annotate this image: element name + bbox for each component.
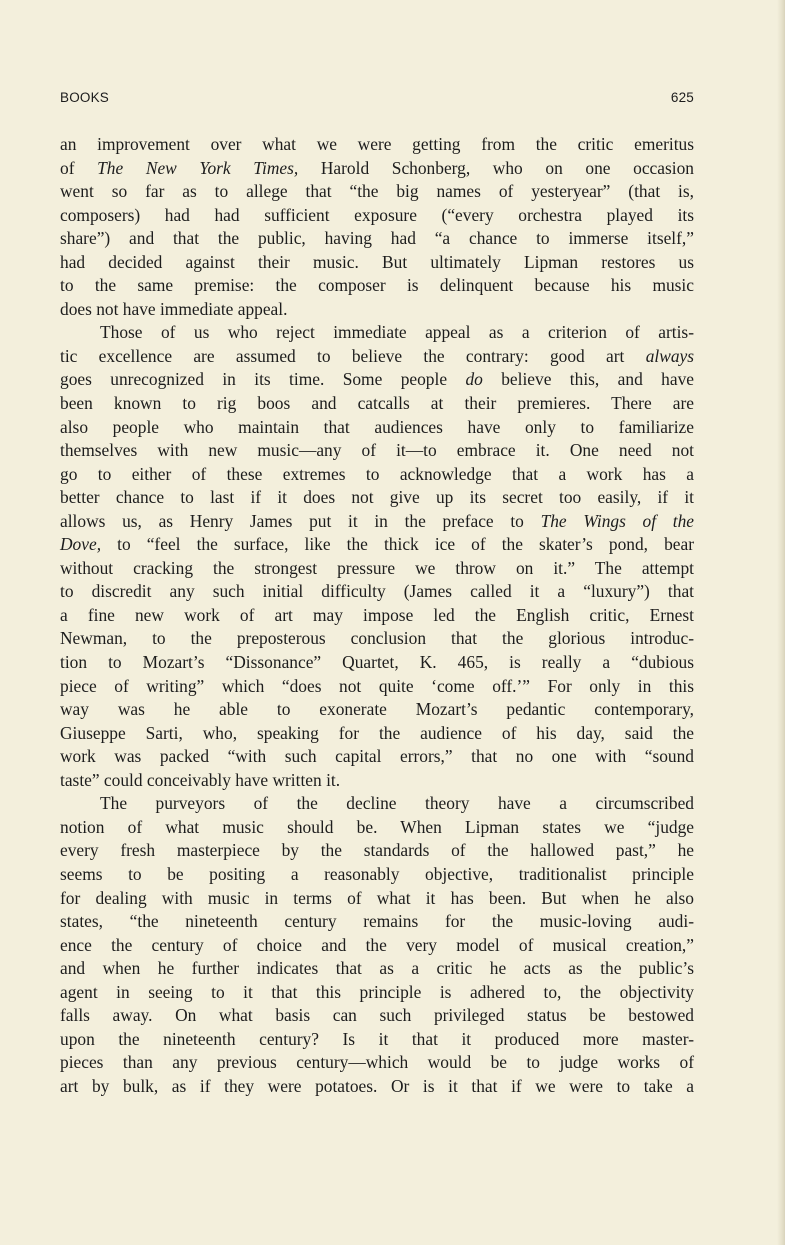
text-line: Newman, to the preposterous conclusion that the glorious introduc- xyxy=(60,628,694,649)
text-line: seems to be positing a reasonably objective, traditionalist principle xyxy=(60,863,694,884)
text-line: agent in seeing to it that this principle is adhered to, the objectivity xyxy=(60,981,694,1002)
text-line: Dove, to “feel the surface, like the thick ice of the skater’s pond, bear xyxy=(60,534,694,555)
text-line: to discredit any such initial difficulty (James called it a “luxury”) that xyxy=(60,581,694,602)
body-text xyxy=(60,133,694,1098)
text-line: every fresh masterpiece by the standards of the hallowed past,” he xyxy=(60,840,694,861)
text-line: allows us, as Henry James put it in the preface to The Wings of the xyxy=(60,510,694,531)
running-head xyxy=(60,90,694,112)
text-line: themselves with new music—any of it—to embrace it. One need not xyxy=(60,440,694,461)
text-line: upon the nineteenth century? Is it that it produced more master- xyxy=(60,1028,694,1049)
page-number: 625 xyxy=(670,90,694,105)
section-title: BOOKS xyxy=(60,90,110,105)
text-line: art by bulk, as if they were potatoes. Or is it that if we were to take a xyxy=(60,1075,694,1096)
text-line: The purveyors of the decline theory have a circumscribed xyxy=(100,793,694,814)
text-line: work was packed “with such capital errors,” that no one with “sound xyxy=(60,746,694,767)
text-line: to the same premise: the composer is delinquent because his music xyxy=(60,275,694,296)
text-line: does not have immediate appeal. xyxy=(60,298,288,319)
text-line: without cracking the strongest pressure we throw on it.” The attempt xyxy=(60,557,694,578)
text-line: and when he further indicates that as a critic he acts as the public’s xyxy=(60,958,694,979)
text-line: an improvement over what we were getting from the critic emeritus xyxy=(60,134,694,154)
page-edge-shadow xyxy=(777,0,785,1245)
text-line: ence the century of choice and the very model of musical creation,” xyxy=(60,934,694,955)
text-line: taste” could conceivably have written it. xyxy=(60,769,341,790)
text-line: piece of writing” which “does not quite ‘come off.’” For only in this xyxy=(60,675,694,696)
text-line: falls away. On what basis can such privileged status be bestowed xyxy=(60,1005,694,1026)
text-line: better chance to last if it does not give up its secret too easily, if it xyxy=(60,487,694,508)
text-line: notion of what music should be. When Lipman states we “judge xyxy=(60,816,694,837)
text-line: also people who maintain that audiences have only to familiarize xyxy=(60,416,694,437)
text-line: of The New York Times, Harold Schonberg, who on one occasion xyxy=(60,157,694,178)
text-line: tion to Mozart’s “Dissonance” Quartet, K. 465, is really a “dubious xyxy=(60,652,694,673)
text-line: way was he able to exonerate Mozart’s pedantic contemporary, xyxy=(60,699,694,720)
text-line: for dealing with music in terms of what it has been. But when he also xyxy=(60,887,694,908)
text-line: share”) and that the public, having had “a chance to immerse itself,” xyxy=(60,228,694,249)
text-line: Giuseppe Sarti, who, speaking for the audience of his day, said the xyxy=(60,722,694,743)
text-line: a fine new work of art may impose led the English critic, Ernest xyxy=(60,604,694,625)
text-line: goes unrecognized in its time. Some people do believe this, and have xyxy=(60,369,694,390)
text-line: pieces than any previous century—which would be to judge works of xyxy=(60,1052,694,1073)
text-line: Those of us who reject immediate appeal as a criterion of artis- xyxy=(100,322,694,343)
text-line: went so far as to allege that “the big names of yesteryear” (that is, xyxy=(60,181,694,202)
text-line: tic excellence are assumed to believe the contrary: good art always xyxy=(60,345,694,366)
text-line: had decided against their music. But ultimately Lipman restores us xyxy=(60,251,694,272)
text-line: been known to rig boos and catcalls at their premieres. There are xyxy=(60,393,694,414)
text-line: composers) had had sufficient exposure (“every orchestra played its xyxy=(60,204,694,225)
text-line: states, “the nineteenth century remains for the music-loving audi- xyxy=(60,911,694,932)
text-line: go to either of these extremes to acknowledge that a work has a xyxy=(60,463,694,484)
